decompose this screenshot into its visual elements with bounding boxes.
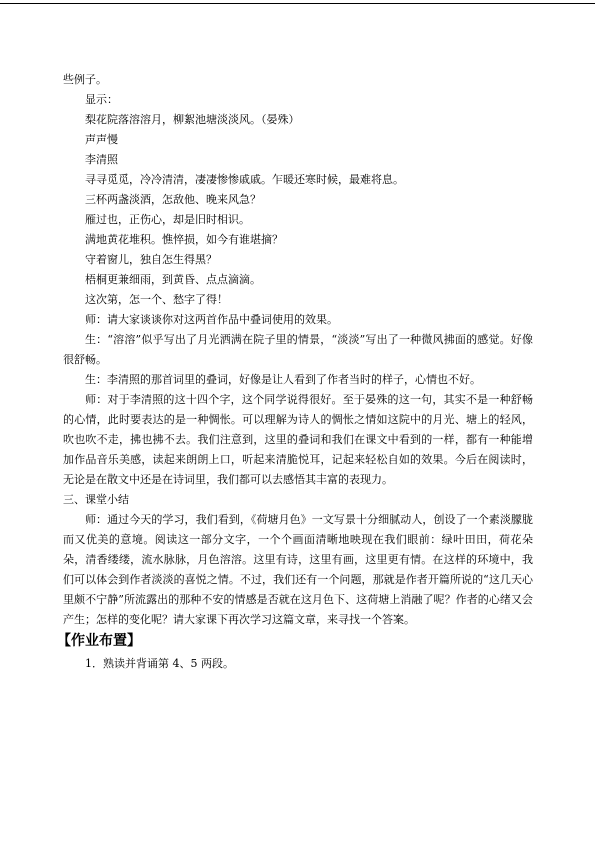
poem-line: 这次第，怎一个、愁字了得！ <box>85 293 228 306</box>
poem-line: 三杯两盏淡酒，怎敌他、晚来风急？ <box>85 193 261 206</box>
dialogue-teacher: 师：请大家谈谈你对这两首作品中叠词使用的效果。 <box>85 313 338 326</box>
header-rule <box>0 3 595 4</box>
poem-line: 寻寻觅觅，冷冷清清，凄凄惨惨戚戚。乍暖还寒时候，最难将息。 <box>85 173 404 186</box>
section-heading: 三、课堂小结 <box>63 493 129 506</box>
dialogue-student: 生：“溶溶”似乎写出了月光洒满在院子里的情景，“淡淡”写出了一种微风拂面的感觉。好像很舒畅。 <box>63 333 533 366</box>
document-body <box>57 70 533 674</box>
dialogue-teacher-summary: 师：通过今天的学习，我们看到，《荷塘月色》一文写景十分细腻动人，创设了一个素淡朦胧而又优美的意境。阅读这一部分文字，一个个画面清晰地映现在我们眼前：绿叶田田，荷花朵朵，清香缕缕，流水脉脉，月色溶溶。这里有诗，这里有画，这里更有情。在这样的环境中，我们可以体会到作者淡淡的喜悦之情。不过，我们还有一个问题，那就是作者开篇所说的“这几天心里颇不宁静”所流露出的那种不安的情感是否就在这月色下、这荷塘上消融了呢？作者的心绪又会产生；怎样的变化呢？请大家课下再次学习这篇文章，来寻找一个答案。 <box>63 513 533 626</box>
poem-line-yanshu: 梨花院落溶溶月，柳絮池塘淡淡风。（晏殊） <box>85 113 300 126</box>
poem-line: 梧桐更兼细雨，到黄昏、点点滴滴。 <box>85 273 261 286</box>
paragraph-continuation: 些例子。 <box>63 73 107 86</box>
poem-line: 雁过也，正伤心，却是旧时相识。 <box>85 213 250 226</box>
dialogue-teacher: 师：对于李清照的这十四个字，这个同学说得很好。至于晏殊的这一句，其实不是一种舒畅的心情，此时要表达的是一种惆怅。可以理解为诗人的惆怅之情如这院中的月光、塘上的轻风，吹也吹不走，拂也拂不去。我们注意到，这里的叠词和我们在课文中看到的一样，都有一种能增加作品音乐美感，读起来朗朗上口，听起来清脆悦耳，记起来轻松自如的效果。今后在阅读时，无论是在散文中还是在诗词里，我们都可以去感悟其丰富的表现力。 <box>63 393 533 486</box>
poem-line: 守着窗儿，独自怎生得黑？ <box>85 253 217 266</box>
homework-heading: 【作业布置】 <box>57 633 141 649</box>
homework-item: 1．熟读并背诵第 4、5 两段。 <box>85 657 234 670</box>
poem-title: 声声慢 <box>85 133 118 146</box>
poem-author: 李清照 <box>85 153 118 166</box>
paragraph-display-label: 显示： <box>85 93 118 106</box>
poem-line: 满地黄花堆积。憔悴损，如今有谁堪摘？ <box>85 233 283 246</box>
dialogue-student: 生：李清照的那首词里的叠词，好像是让人看到了作者当时的样子，心情也不好。 <box>85 373 481 386</box>
